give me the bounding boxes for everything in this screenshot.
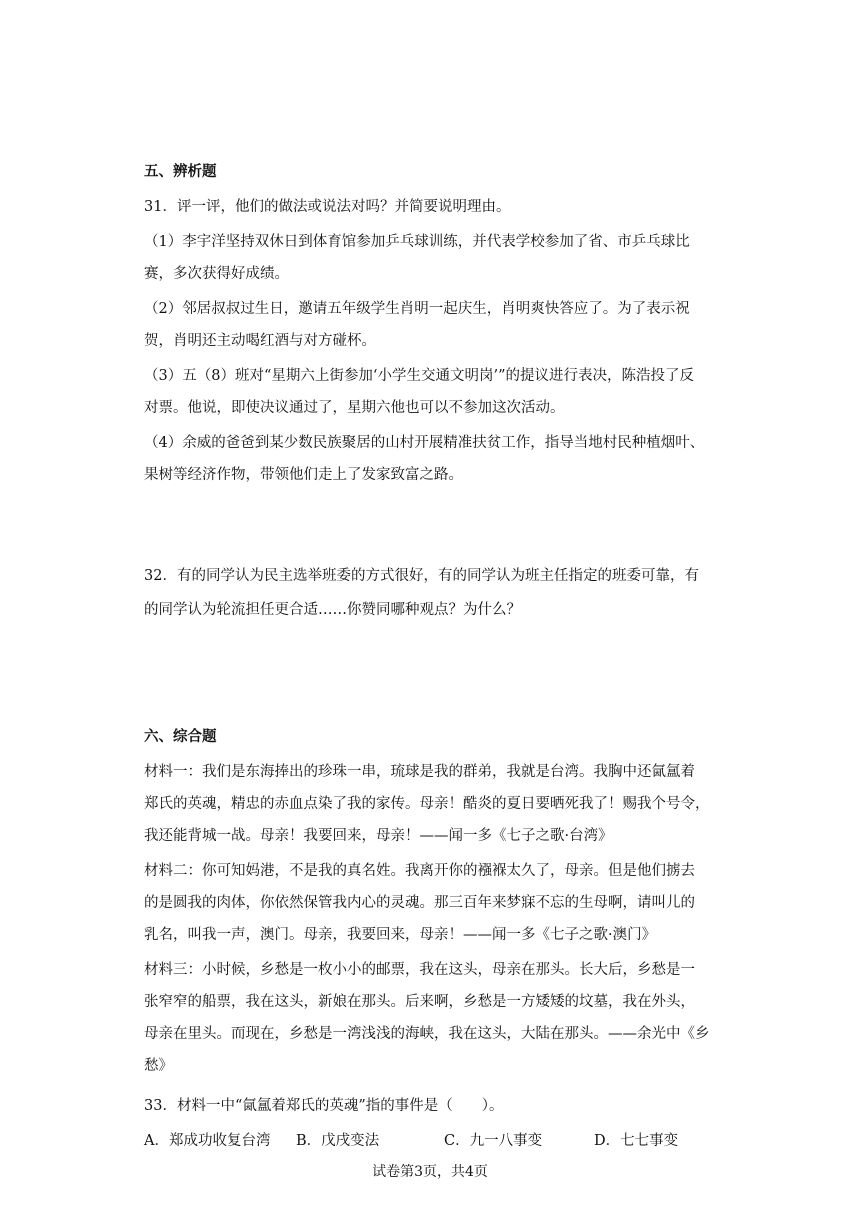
- q31-item1-line2: 赛，多次获得好成绩。: [144, 266, 289, 282]
- q31-item2-line2: 贺，肖明还主动喝红酒与对方碰杯。: [144, 333, 376, 349]
- material-3-line1: 材料三：小时候，乡愁是一枚小小的邮票，我在这头，母亲在那头。长大后，乡愁是一: [144, 962, 695, 978]
- material-1-line3: 我还能背城一战。母亲！我要回来，母亲！——闻一多《七子之歌·台湾》: [144, 828, 613, 844]
- material-3-line3: 母亲在里头。而现在，乡愁是一湾浅浅的海峡，我在这头，大陆在那头。——余光中《乡: [144, 1026, 710, 1042]
- q31-item1-line1: （1）李宇洋坚持双休日到体育馆参加乒乓球训练，并代表学校参加了省、市乒乓球比: [144, 234, 690, 250]
- q31-item3-line2: 对票。他说，即使决议通过了，星期六他也可以不参加这次活动。: [144, 400, 565, 416]
- q31-item3-line1: （3）五（8）班对“星期六上街参加‘小学生交通文明岗’”的提议进行表决，陈浩投了反: [144, 368, 694, 384]
- q32-line2: 的同学认为轮流担任更合适……你赞同哪种观点？为什么？: [144, 602, 521, 618]
- section-6-heading: 六、综合题: [144, 728, 217, 745]
- q31-item4-line2: 果树等经济作物，带领他们走上了发家致富之路。: [144, 467, 463, 483]
- q33-option-a: A．郑成功收复台湾: [144, 1133, 271, 1149]
- q31-item2-line1: （2）邻居叔叔过生日，邀请五年级学生肖明一起庆生，肖明爽快答应了。为了表示祝: [144, 301, 690, 317]
- q31-prompt: 31．评一评，他们的做法或说法对吗？并简要说明理由。: [144, 199, 511, 215]
- material-2-line3: 乳名，叫我一声，澳门。母亲，我要回来，母亲！——闻一多《七子之歌·澳门》: [144, 927, 657, 943]
- q31-item4-line1: （4）余威的爸爸到某少数民族聚居的山村开展精准扶贫工作，指导当地村民种植烟叶、: [144, 435, 705, 451]
- material-3-line4: 愁》: [144, 1058, 173, 1074]
- material-1-line1: 材料一：我们是东海捧出的珍珠一串，琉球是我的群弟，我就是台湾。我胸中还氤氲着: [144, 764, 695, 780]
- material-1-line2: 郑氏的英魂，精忠的赤血点染了我的家传。母亲！酷炎的夏日要晒死我了！赐我个号令，: [144, 796, 710, 812]
- q33-prompt: 33．材料一中“氤氲着郑氏的英魂”指的事件是（ ）。: [144, 1098, 504, 1114]
- material-3-line2: 张窄窄的船票，我在这头，新娘在那头。后来啊，乡愁是一方矮矮的坟墓，我在外头，: [144, 994, 695, 1010]
- q32-line1: 32．有的同学认为民主选举班委的方式很好，有的同学认为班主任指定的班委可靠，有: [144, 568, 699, 584]
- q33-option-b: B．戊戌变法: [296, 1133, 380, 1149]
- q33-options: [144, 1131, 704, 1151]
- page-footer: 试卷第3页，共4页: [372, 1164, 488, 1180]
- section-5-heading: 五、辨析题: [144, 163, 217, 180]
- material-2-line1: 材料二：你可知妈港，不是我的真名姓。我离开你的襁褓太久了，母亲。但是他们掳去: [144, 863, 695, 879]
- material-2-line2: 的是圆我的肉体，你依然保管我内心的灵魂。那三百年来梦寐不忘的生母啊，请叫儿的: [144, 895, 695, 911]
- q33-option-d: D．七七事变: [594, 1133, 679, 1149]
- q33-option-c: C．九一八事变: [444, 1133, 543, 1149]
